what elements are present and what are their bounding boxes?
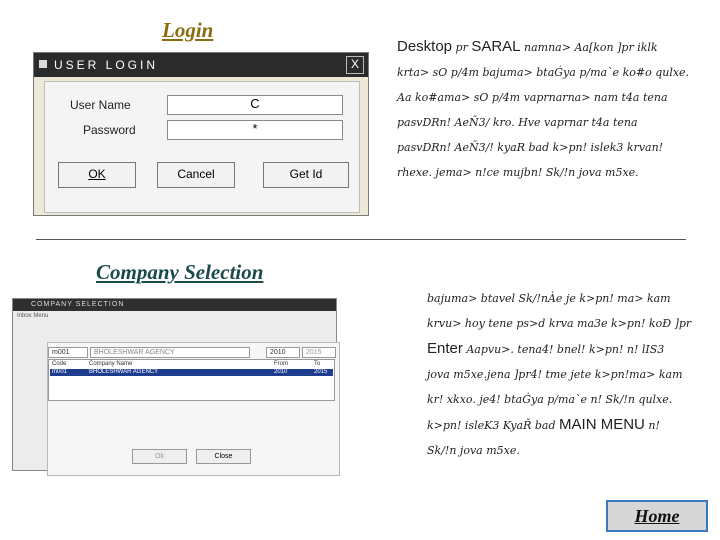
- desc-line: [427, 412, 712, 438]
- close-button[interactable]: Close: [196, 449, 251, 464]
- username-label: User Name: [70, 98, 131, 112]
- table-row[interactable]: [50, 369, 333, 376]
- password-input[interactable]: *: [167, 120, 343, 140]
- company-name-input[interactable]: BHOLESHWAR AGENCY: [90, 347, 250, 358]
- ok-button[interactable]: [58, 162, 136, 188]
- row-code: m001: [52, 369, 68, 375]
- to-year-input[interactable]: 2015: [302, 347, 336, 358]
- desc-text: Aapvu>. tena4! bnel! k>pn! n! lIS3: [462, 343, 665, 356]
- desc-line: Sk/!n jova m5xe.: [427, 444, 520, 457]
- username-input[interactable]: C: [167, 95, 343, 115]
- home-button[interactable]: Home: [606, 500, 708, 532]
- desc-text: pr: [452, 41, 472, 54]
- login-form: [44, 81, 360, 213]
- desc-line: pasvDRn! AeÑ3/ kro. Hve vaprnar t4a tena: [397, 116, 638, 129]
- row-to: 2015: [314, 369, 328, 375]
- desc-line: [427, 336, 712, 362]
- menu-bar[interactable]: Inbox Menu: [17, 313, 49, 319]
- column-header: Company Name: [89, 361, 133, 367]
- dialog-titlebar: [34, 53, 368, 77]
- cancel-button[interactable]: [157, 162, 235, 188]
- column-header: From: [274, 361, 288, 367]
- desc-line: bajuma> btavel Sk/!nÀe je k>pn! ma> kam: [427, 292, 671, 305]
- company-table: [48, 359, 335, 401]
- company-selection-heading: Company Selection: [96, 260, 264, 284]
- company-selection-window: [12, 298, 337, 471]
- desc-line: krvu> hoy tene ps>d krva ma3e k>pn! koÐ ]pr: [427, 317, 692, 330]
- close-button[interactable]: X: [346, 56, 364, 74]
- login-heading: Login: [162, 18, 214, 42]
- desc-en: MAIN MENU: [559, 416, 645, 433]
- dialog-title: USER LOGIN: [54, 58, 159, 72]
- ok-label: OK: [88, 167, 106, 181]
- get-id-button[interactable]: [263, 162, 349, 188]
- desc-line: Aa ko#ama> sO p/4m vaprnarna> nam t4a tena: [397, 91, 668, 104]
- desc-en: Desktop: [397, 38, 453, 55]
- get-id-label: Get Id: [289, 167, 323, 181]
- ok-button[interactable]: Ok: [132, 449, 187, 464]
- column-header: Code: [52, 361, 67, 367]
- app-icon: [39, 60, 47, 68]
- desc-line: pasvDRn! AeÑ3/! kyaR bad k>pn! islek3 krvan!: [397, 141, 664, 154]
- desc-line: kr! xkxo. je4! btaĠya p/ma`e n! Sk/!n qulxe.: [427, 393, 673, 406]
- desc-text: n!: [644, 419, 660, 432]
- row-from: 2010: [274, 369, 288, 375]
- desc-en: Enter: [427, 340, 463, 357]
- row-name: BHOLESHWAR AGENCY: [89, 369, 159, 375]
- cancel-label: Cancel: [177, 167, 215, 181]
- desc-line: [397, 34, 707, 60]
- from-year-input[interactable]: 2010: [266, 347, 300, 358]
- company-description: [427, 286, 712, 463]
- desc-line: rhexe. jema> n!ce mujbn! Sk/!n jova m5xe.: [397, 166, 639, 179]
- company-panel: [47, 342, 340, 476]
- code-input[interactable]: m001: [48, 347, 88, 358]
- desc-line: krta> sO p/4m bajuma> btaĠya p/ma`e ko#o qulxe.: [397, 66, 690, 79]
- user-login-dialog: [33, 52, 369, 216]
- divider: [36, 239, 686, 240]
- login-description: [397, 34, 707, 185]
- desc-line: jova m5xe.jena ]pr4! tme jete k>pn!ma> kam: [427, 368, 683, 381]
- desc-en: SARAL: [471, 38, 521, 55]
- window-titlebar: COMPANY SELECTION: [13, 299, 336, 311]
- desc-text: k>pn! isleK3 KyaŘ bad: [427, 419, 560, 432]
- desc-text: namna> Aa[kon ]pr iklk: [520, 41, 658, 54]
- column-header: To: [314, 361, 321, 367]
- password-label: Password: [83, 123, 136, 137]
